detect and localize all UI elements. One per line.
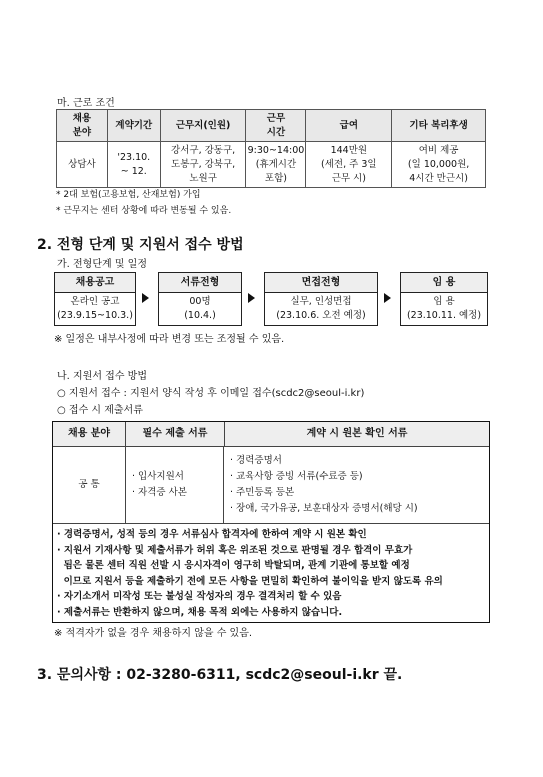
header-required: 필수 제출 서류 bbox=[126, 422, 225, 446]
step-document-screening bbox=[158, 272, 242, 326]
cell-field: 상담사 bbox=[57, 142, 108, 188]
header-hours: 근무 시간 bbox=[246, 110, 306, 142]
step-date: (10.4.) bbox=[184, 310, 216, 321]
list-item: · 자격증 사본 bbox=[132, 487, 187, 498]
step-title: 서류전형 bbox=[159, 273, 241, 293]
cell-pay: 144만원 (세전, 주 3일 근무 시) bbox=[306, 142, 392, 188]
cell-location: 강서구, 강동구, 도봉구, 강북구, 노원구 bbox=[160, 142, 246, 188]
cell-field: 공 통 bbox=[53, 447, 126, 523]
header-originals: 계약 시 원본 확인 서류 bbox=[306, 428, 408, 439]
step-date: (23.10.11. 예정) bbox=[406, 310, 482, 321]
step-detail: 임 용 bbox=[433, 296, 455, 307]
documents-table bbox=[52, 421, 490, 623]
step-detail: 실무, 인성면접 bbox=[290, 296, 352, 307]
selection-flow bbox=[54, 272, 488, 326]
header-location: 근무지(인원) bbox=[160, 110, 246, 142]
note-line: 이므로 지원서 등을 제출하기 전에 모든 사항을 면밀히 확인하여 불이익을 받지 않도록 유의 bbox=[57, 575, 443, 587]
cell-period: '23.10. ~ 12. bbox=[107, 142, 160, 188]
work-note-insurance: * 2대 보험(고용보험, 산재보험) 가입 bbox=[56, 190, 201, 200]
arrow-right-icon bbox=[142, 293, 149, 303]
header-period: 계약기간 bbox=[107, 110, 160, 142]
application-method-heading: 나. 지원서 접수 방법 bbox=[57, 371, 147, 382]
required-docs-line: ○ 접수 시 제출서류 bbox=[57, 405, 143, 416]
header-field: 채용 분야 bbox=[57, 110, 108, 142]
step-date: (23.9.15~10.3.) bbox=[57, 310, 133, 321]
documents-notes bbox=[53, 524, 489, 622]
step-detail: 온라인 공고 bbox=[70, 296, 120, 307]
header-field: 채용 분야 bbox=[53, 422, 126, 446]
step-date: (23.10.6. 오전 예정) bbox=[276, 310, 366, 321]
note-line: · 제출서류는 반환하지 않으며, 채용 목적 외에는 사용하지 않습니다. bbox=[57, 606, 343, 618]
step-appointment bbox=[400, 272, 488, 326]
cell-required bbox=[126, 447, 224, 523]
list-item: · 경력증명서 bbox=[230, 455, 282, 466]
list-item: · 교육사항 증빙 서류(수료증 등) bbox=[230, 471, 363, 482]
work-table-header-row bbox=[57, 110, 486, 142]
note-line: 됨은 물론 센터 직원 선발 시 응시자격이 영구히 박탈되며, 관계 기관에 통보할 예정 bbox=[57, 560, 410, 571]
list-item: · 주민등록 등본 bbox=[230, 487, 295, 498]
note-line: · 경력증명서, 성적 등의 경우 서류심사 합격자에 한하여 계약 시 원본 확인 bbox=[57, 529, 367, 540]
note-line: · 지원서 기재사항 및 제출서류가 허위 혹은 위조된 것으로 판명될 경우 합격이 무효가 bbox=[57, 544, 413, 556]
cell-originals bbox=[224, 447, 489, 523]
cell-benefits: 여비 제공 (일 10,000원, 4시간 만근시) bbox=[392, 142, 486, 188]
documents-header-row bbox=[53, 422, 489, 447]
section2-title: 2. 전형 단계 및 지원서 접수 방법 bbox=[37, 237, 244, 253]
list-item: · 장애, 국가유공, 보훈대상자 증명서(해당 시) bbox=[230, 503, 418, 514]
step-title: 채용공고 bbox=[55, 273, 135, 293]
step-title: 면접전형 bbox=[265, 273, 377, 293]
schedule-note: ※ 일정은 내부사정에 따라 변경 또는 조정될 수 있음. bbox=[54, 334, 285, 345]
arrow-right-icon bbox=[248, 293, 255, 303]
step-interview bbox=[264, 272, 378, 326]
cell-hours: 9:30~14:00 (휴게시간 포함) bbox=[246, 142, 306, 188]
list-item: · 입사지원서 bbox=[132, 471, 184, 482]
work-note-location: * 근무지는 센터 상황에 따라 변동될 수 있음. bbox=[56, 206, 232, 216]
note-line: · 자기소개서 미작성 또는 불성실 작성자의 경우 결격처리 할 수 있음 bbox=[57, 591, 342, 602]
work-conditions-table bbox=[56, 109, 486, 188]
apply-line: ○ 지원서 접수 : 지원서 양식 작성 후 이메일 접수(scdc2@seoul-i.kr) bbox=[57, 388, 365, 399]
step-title: 임 용 bbox=[401, 273, 487, 293]
header-pay: 급여 bbox=[306, 110, 392, 142]
work-conditions-heading: 마. 근로 조건 bbox=[57, 98, 115, 109]
documents-row bbox=[53, 447, 489, 524]
final-note: ※ 적격자가 없을 경우 채용하지 않을 수 있음. bbox=[54, 628, 253, 639]
arrow-right-icon bbox=[384, 293, 391, 303]
work-table-row bbox=[57, 142, 486, 188]
contact-line: 3. 문의사항 : 02-3280-6311, scdc2@seoul-i.kr 끝. bbox=[37, 667, 403, 683]
step-posting bbox=[54, 272, 136, 326]
step-detail: 00명 bbox=[189, 296, 211, 307]
selection-steps-heading: 가. 전형단계 및 일정 bbox=[57, 259, 147, 270]
header-benefits: 기타 복리후생 bbox=[392, 110, 486, 142]
